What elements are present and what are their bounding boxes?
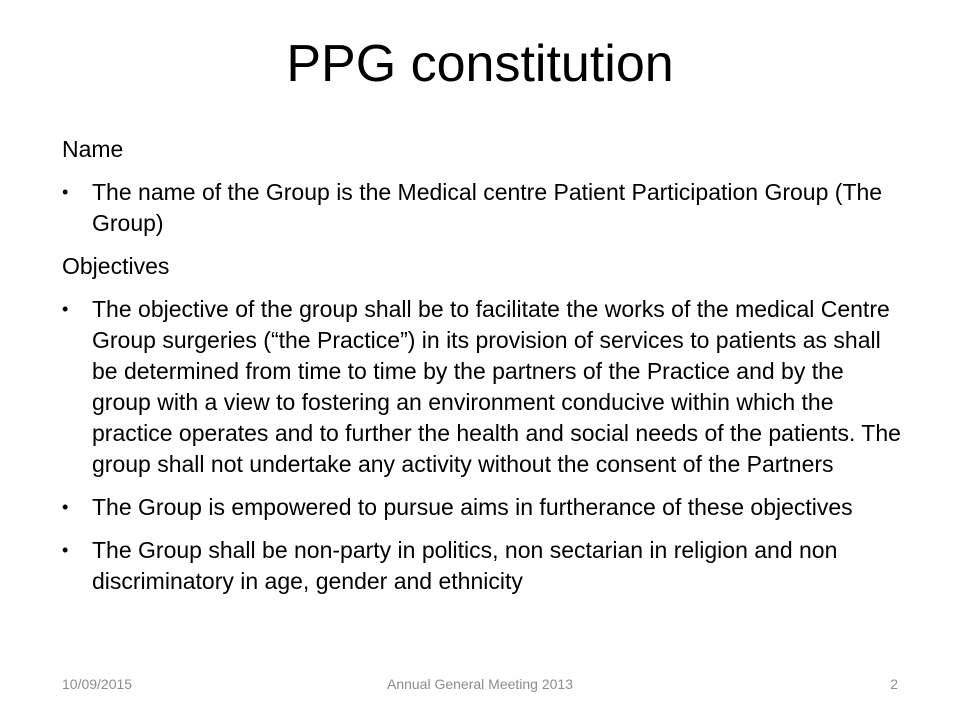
page-number: 2	[890, 676, 898, 692]
objectives-heading: Objectives	[62, 253, 170, 279]
bullet-icon: •	[62, 497, 69, 517]
bullet-item	[62, 492, 902, 523]
bullet-icon: •	[62, 299, 69, 319]
slide-title: PPG constitution	[286, 35, 674, 93]
footer-title: Annual General Meeting 2013	[386, 676, 574, 692]
bullet-text: The Group shall be non-party in politics, non sectarian in religion and non discriminatory in age, gender and ethnicity	[92, 537, 838, 594]
footer-date: 10/09/2015	[62, 676, 133, 692]
bullet-icon: •	[62, 182, 69, 202]
bullet-text: The name of the Group is the Medical centre Patient Participation Group (The Group)	[92, 179, 883, 236]
slide-body	[62, 134, 902, 609]
bullet-text: The Group is empowered to pursue aims in furtherance of these objectives	[92, 494, 853, 520]
bullet-icon: •	[62, 540, 69, 560]
bullet-item	[62, 177, 902, 239]
name-heading: Name	[62, 136, 124, 162]
bullet-item	[62, 294, 902, 480]
bullet-text: The objective of the group shall be to facilitate the works of the medical Centre Group surgeries (“the Practice”) in its provision of services to patients as shall be determined from time to time by the partners of the Practice and by the group with a view to fostering an environment conducive within which the practice operates and to further the health and social needs of the patients. The group shall not undertake any activity without the consent of the Partners	[92, 296, 901, 477]
bullet-item	[62, 535, 902, 597]
